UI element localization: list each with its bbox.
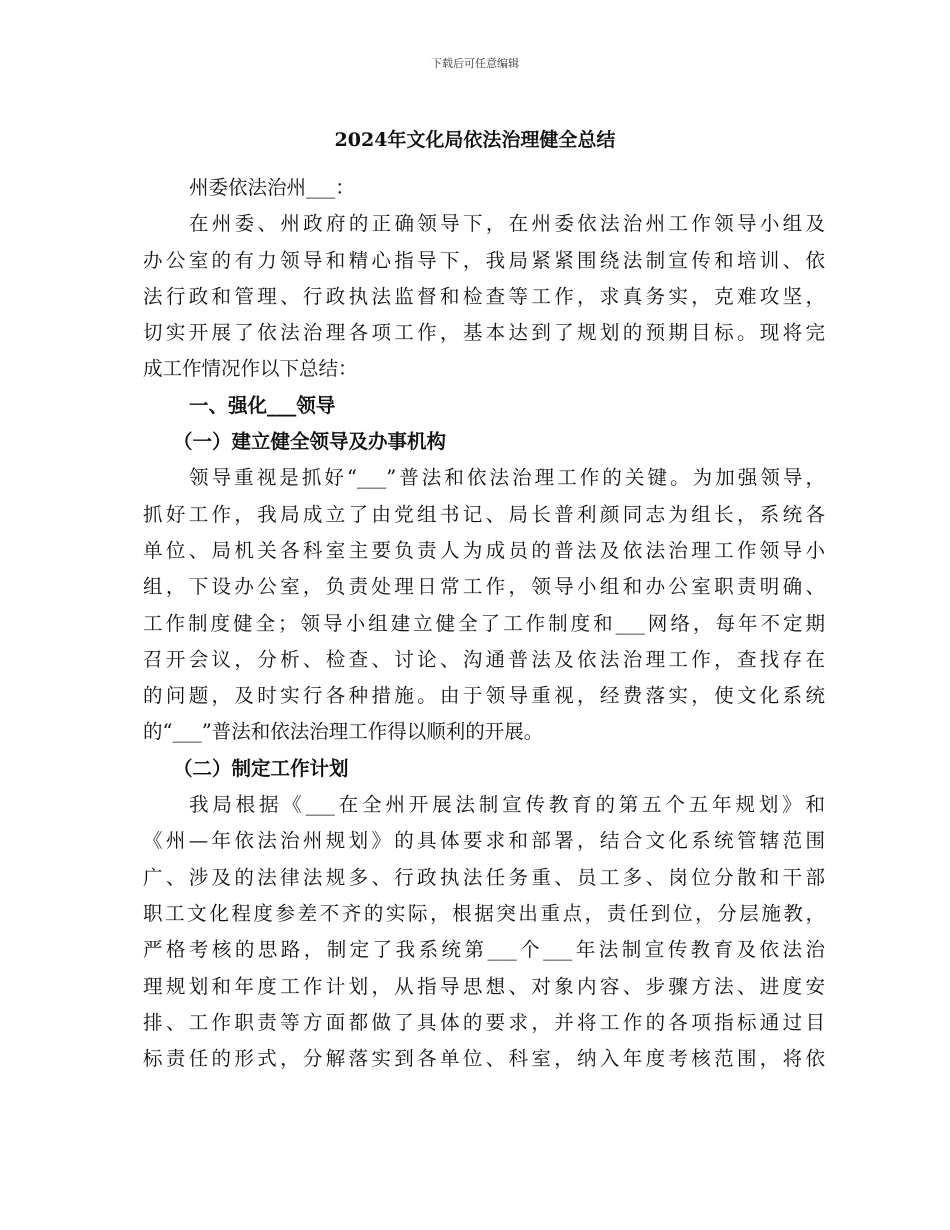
paragraph-line: 我局根据《___在全州开展法制宣传教育的第五个五年规划》和 xyxy=(189,793,825,817)
paragraph-line: 职工文化程度参差不齐的实际，根据突出重点，责任到位，分层施教， xyxy=(143,901,825,925)
subsection-heading: （一）建立健全领导及办事机构 xyxy=(173,430,447,454)
paragraph-line: 成工作情况作以下总结： xyxy=(143,357,358,381)
paragraph-line: 严格考核的思路，制定了我系统第___个___年法制宣传教育及依法治 xyxy=(143,938,825,962)
paragraph-line: 组，下设办公室，负责处理日常工作，领导小组和办公室职责明确、 xyxy=(143,575,825,599)
subsection-heading: （二）制定工作计划 xyxy=(173,756,349,780)
document-body xyxy=(143,170,825,1077)
header-note: 下载后可任意编辑 xyxy=(431,57,519,70)
paragraph-line: 抓好工作，我局成立了由党组书记、局长普利颜同志为组长，系统各 xyxy=(143,502,825,526)
paragraph-line: 的“___”普法和依法治理工作得以顺利的开展。 xyxy=(143,720,544,744)
paragraph-line: 召开会议，分析、检查、讨论、沟通普法及依法治理工作，查找存在 xyxy=(143,647,825,671)
paragraph-line: 法行政和管理、行政执法监督和检查等工作，求真务实，克难攻坚， xyxy=(143,284,825,308)
document-title: 2024年文化局依法治理健全总结 xyxy=(334,129,616,151)
paragraph-line: 在州委、州政府的正确领导下，在州委依法治州工作领导小组及 xyxy=(189,212,825,236)
paragraph-line: 领导重视是抓好“___”普法和依法治理工作的关键。为加强领导， xyxy=(189,466,825,490)
paragraph-line: 切实开展了依法治理各项工作，基本达到了规划的预期目标。现将完 xyxy=(143,321,825,345)
paragraph-line: 办公室的有力领导和精心指导下，我局紧紧围绕法制宣传和培训、依 xyxy=(143,248,825,272)
paragraph-line: 排、工作职责等方面都做了具体的要求，并将工作的各项指标通过目 xyxy=(143,1010,825,1034)
paragraph-line: 标责任的形式，分解落实到各单位、科室，纳入年度考核范围，将依 xyxy=(143,1047,825,1071)
paragraph-line: 的问题，及时实行各种措施。由于领导重视，经费落实，使文化系统 xyxy=(143,684,825,708)
paragraph-line: 理规划和年度工作计划，从指导思想、对象内容、步骤方法、进度安 xyxy=(143,974,825,998)
paragraph-line: 广、涉及的法律法规多、行政执法任务重、员工多、岗位分散和干部 xyxy=(143,865,825,889)
paragraph-line: 《州—年依法治州规划》的具体要求和部署，结合文化系统管辖范围 xyxy=(143,829,825,853)
paragraph-line: 工作制度健全；领导小组建立健全了工作制度和___网络，每年不定期 xyxy=(143,611,825,635)
paragraph-line: 单位、局机关各科室主要负责人为成员的普法及依法治理工作领导小 xyxy=(143,538,825,562)
salutation-line: 州委依法治州___： xyxy=(189,176,355,199)
section-heading: 一、强化___领导 xyxy=(189,393,336,417)
